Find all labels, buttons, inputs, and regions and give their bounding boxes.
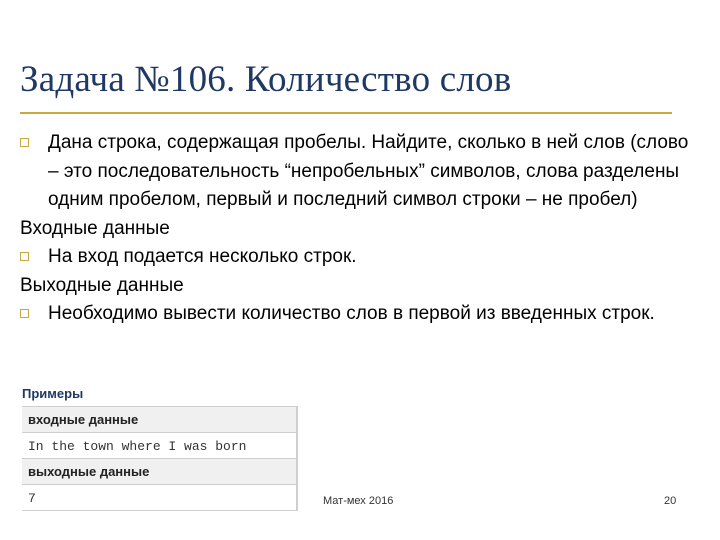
footer-text: Мат-мех 2016 (323, 495, 394, 507)
page-number: 20 (664, 495, 677, 507)
square-bullet-icon (20, 138, 29, 147)
section-heading-output: Выходные данные (20, 274, 184, 296)
input-value-row (22, 433, 298, 459)
section-heading-input: Входные данные (20, 217, 170, 239)
output-value-row (22, 485, 298, 511)
input-header: входные данные (28, 412, 139, 427)
bullet-text: Необходимо вывести количество слов в первой из введенных строк. (48, 303, 655, 324)
bullet-text: Дана строка, содержащая пробелы. Найдите, сколько в ней слов (слово – это последовательность “непробельных” символов, слова разделены одним пробелом, первый и последний символ строки – не пробел) (48, 132, 689, 210)
square-bullet-icon (20, 252, 29, 261)
input-value: In the town where I was born (28, 439, 247, 454)
input-header-row (22, 407, 298, 433)
title-divider (20, 112, 672, 114)
examples-table (22, 383, 298, 511)
square-bullet-icon (20, 309, 29, 318)
bullet-text: На вход подается несколько строк. (48, 246, 357, 267)
examples-title: Примеры (22, 386, 84, 401)
output-header: выходные данные (28, 464, 150, 479)
slide-title: Задача №106. Количество слов (20, 59, 512, 100)
bullet-item-task (20, 129, 700, 215)
slide-body (20, 129, 700, 329)
bullet-item-input (20, 243, 700, 272)
bullet-item-output (20, 300, 700, 329)
output-header-row (22, 459, 298, 485)
output-value: 7 (28, 491, 36, 506)
